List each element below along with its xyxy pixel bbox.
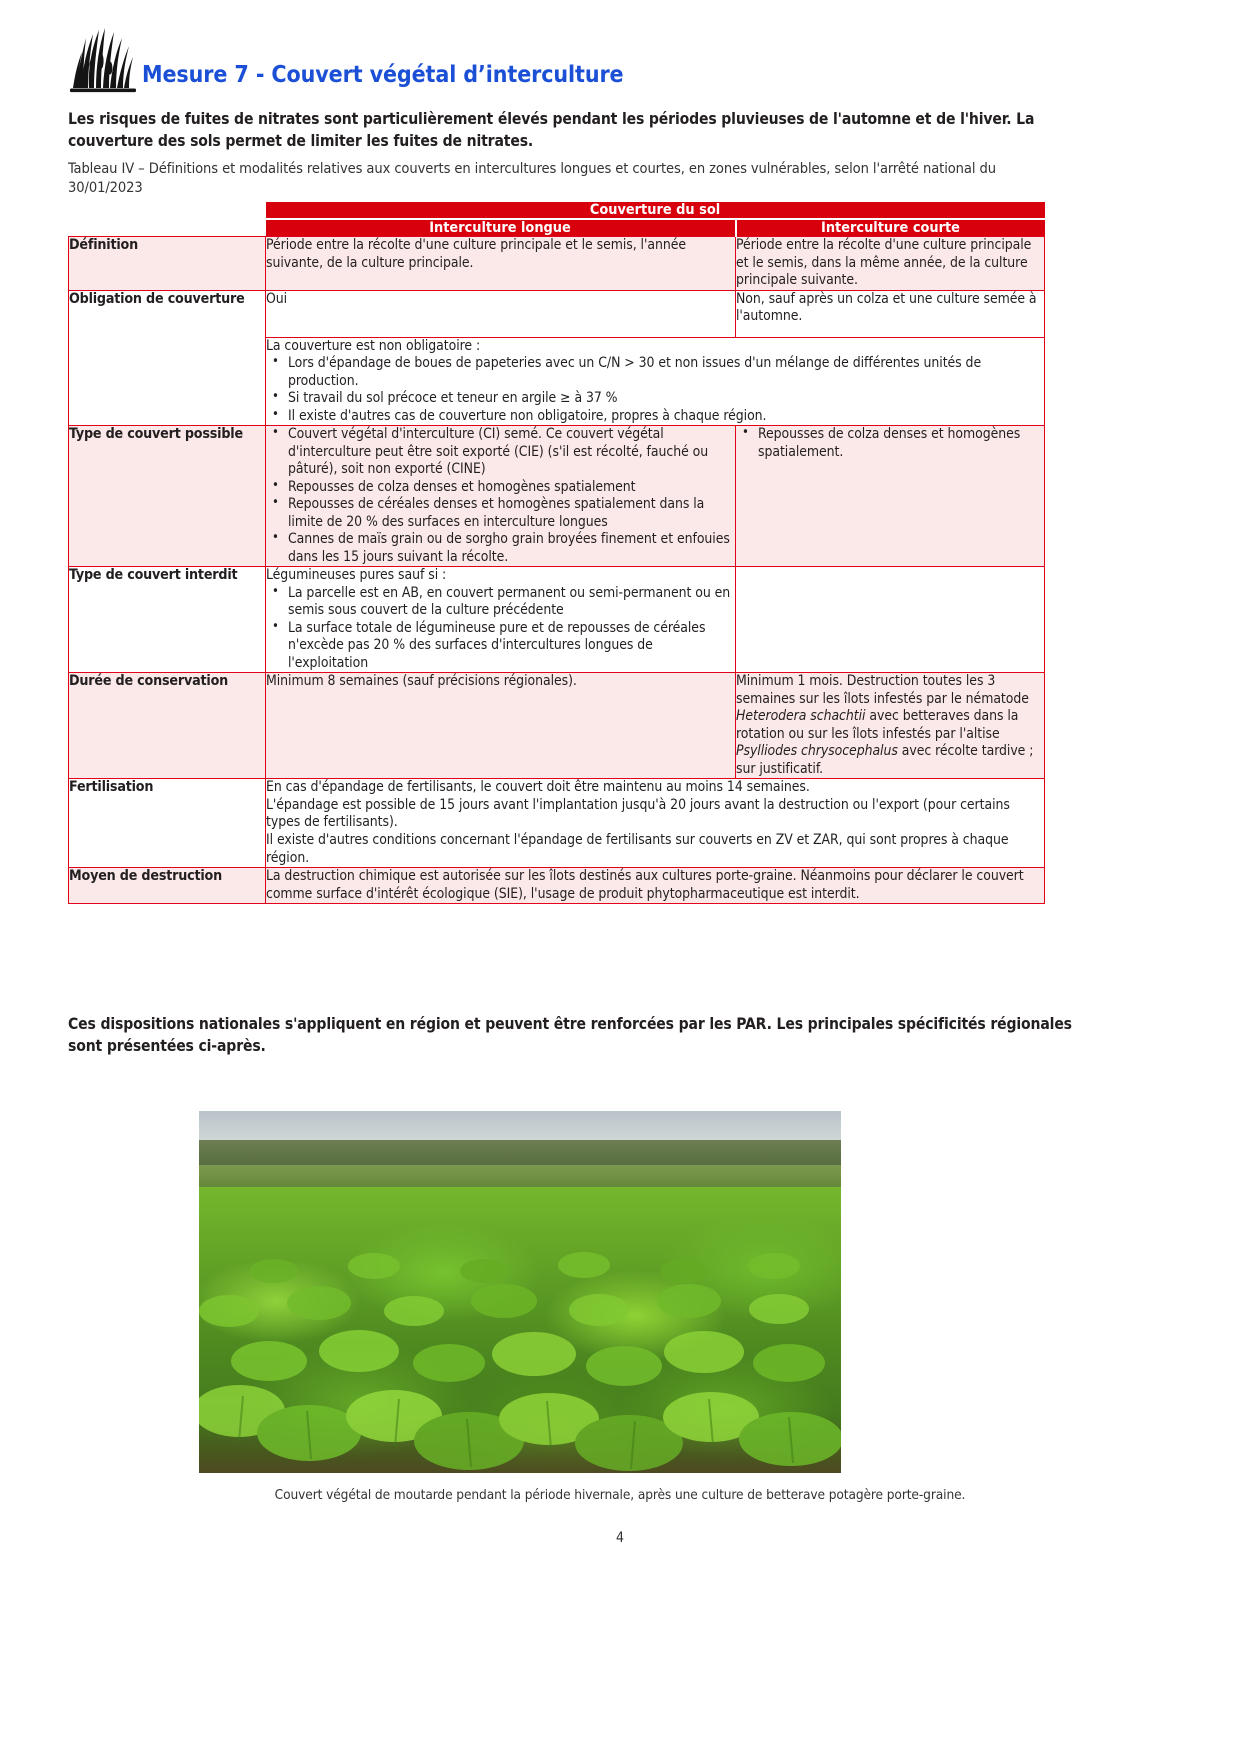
cell-duree-courte [736, 673, 1045, 779]
row-label-obligation-couverture: Obligation de couverture [69, 290, 266, 426]
page-title: Mesure 7 - Couvert végétal d’interculture [142, 62, 624, 88]
cell-rich-text [736, 673, 1044, 778]
closing-paragraph: Ces dispositions nationales s'appliquent en région et peuvent être renforcées par les PAR. Les principales spécificités régionales sont présentées ci-après. [68, 1015, 1072, 1056]
header-spacer-2 [69, 219, 266, 237]
cell-text: La destruction chimique est autorisée sur les îlots destinés aux cultures porte-graine. Néanmoins pour déclarer le couvert comme surface d'intérêt écologique (SIE), l'usage de produit phytopharmaceutique est interdit. [266, 868, 1024, 902]
page-number: 4 [615, 1530, 624, 1546]
header-spacer [69, 202, 266, 219]
cell-definition-courte [736, 237, 1045, 291]
list-item: • Cannes de maïs grain ou de sorgho grain broyées finement et enfouies dans les 15 jours suivant la récolte. [266, 531, 735, 566]
cell-text: Période entre la récolte d'une culture principale et le semis, dans la même année, de la culture principale suivante. [736, 237, 1032, 289]
intro-paragraph: Les risques de fuites de nitrates sont particulièrement élevés pendant les périodes pluvieuses de l'automne et de l'hiver. La couverture des sols permet de limiter les fuites de nitrates. [68, 110, 1035, 151]
row-label-fertilisation: Fertilisation [69, 779, 266, 868]
cell-couvert-possible-longue [266, 426, 736, 567]
cell-text: Période entre la récolte d'une culture principale et le semis, l'année suivante, de la culture principale. [266, 237, 686, 271]
cell-couvert-interdit-longue [266, 567, 736, 673]
table-caption: Tableau IV – Définitions et modalités relatives aux couverts en intercultures longues et courtes, en zones vulnérables, selon l'arrêté national du 30/01/2023 [68, 160, 996, 196]
bullet-list [266, 426, 735, 566]
bullet-list [266, 585, 735, 673]
photo-caption: Couvert végétal de moutarde pendant la période hivernale, après une culture de betterave potagère porte-graine. [274, 1487, 966, 1503]
cell-obligation-longue [266, 290, 736, 337]
cell-intro-text: Légumineuses pures sauf si : [266, 567, 447, 584]
cell-text: Il existe d'autres conditions concernant l'épandage de fertilisants sur couverts en ZV et ZAR, qui sont propres à chaque région. [266, 831, 1009, 866]
cell-text: Oui [266, 290, 288, 307]
species-name-nematode: Heterodera schachtii [736, 708, 866, 725]
list-item: • La surface totale de légumineuse pure et de repousses de céréales n'excède pas 20 % des surfaces d'intercultures longues de l'exploitation [266, 620, 735, 673]
cell-definition-longue [266, 237, 736, 291]
table-row [69, 673, 1045, 779]
cell-text: L'épandage est possible de 15 jours avant l'implantation jusqu'à 20 jours avant la destruction ou l'export (pour certains types de fertilisants). [266, 796, 1010, 831]
mustard-cover-crop-photo [199, 1111, 841, 1473]
cell-moyen-destruction [266, 868, 1045, 904]
cell-obligation-exceptions [266, 337, 1045, 426]
cell-text: Non, sauf après un colza et une culture semée à l'automne. [736, 290, 1037, 325]
cell-text: Minimum 8 semaines (sauf précisions régionales). [266, 673, 577, 690]
cell-couvert-interdit-courte [736, 567, 1045, 673]
photo-foliage-overlay [199, 1111, 841, 1473]
table-row [69, 567, 1045, 673]
text-part: Minimum 1 mois. Destruction toutes les 3 semaines sur les îlots infestés par le nématode [736, 673, 1029, 707]
row-label-type-couvert-possible: Type de couvert possible [69, 426, 266, 567]
cell-text: En cas d'épandage de fertilisants, le couvert doit être maintenu au moins 14 semaines. [266, 779, 810, 796]
coverage-table-wrapper [68, 202, 1044, 904]
table-row [69, 290, 1045, 337]
list-item: • Repousses de colza denses et homogènes spatialement. [736, 426, 1044, 461]
list-item: • Repousses de colza denses et homogènes spatialement [266, 479, 735, 497]
grass-tuft-icon [68, 26, 138, 94]
bullet-list [266, 355, 1044, 425]
list-item: • La parcelle est en AB, en couvert permanent ou semi-permanent ou en semis sous couvert de la culture précédente [266, 585, 735, 620]
cell-couvert-possible-courte [736, 426, 1045, 567]
list-item: • Il existe d'autres cas de couverture non obligatoire, propres à chaque région. [266, 408, 1044, 426]
bullet-list [736, 426, 1044, 461]
cell-fertilisation [266, 779, 1045, 868]
header-couverture-du-sol: Couverture du sol [266, 202, 1045, 219]
table-row [69, 426, 1045, 567]
text-part: avec betteraves dans la rotation ou sur les îlots infestés par l'altise [736, 708, 1019, 742]
header-interculture-courte: Interculture courte [736, 219, 1045, 237]
row-label-duree-conservation: Durée de conservation [69, 673, 266, 779]
table-row [69, 779, 1045, 868]
row-label-definition: Définition [69, 237, 266, 291]
row-label-moyen-destruction: Moyen de destruction [69, 868, 266, 904]
text-part: avec récolte tardive ; sur justificatif. [736, 743, 1034, 777]
species-name-altise: Psylliodes chrysocephalus [736, 743, 898, 760]
table-header-top-row [69, 202, 1045, 219]
coverage-table [68, 202, 1045, 904]
cell-intro-text: La couverture est non obligatoire : [266, 337, 481, 354]
table-row [69, 868, 1045, 904]
list-item: • Si travail du sol précoce et teneur en argile ≥ à 37 % [266, 390, 1044, 408]
list-item: • Repousses de céréales denses et homogènes spatialement dans la limite de 20 % des surfaces en interculture longues [266, 496, 735, 531]
list-item: • Couvert végétal d'interculture (CI) semé. Ce couvert végétal d'interculture peut être soit exporté (CIE) (s'il est récolté, fauché ou pâturé), soit non exporté (CINE) [266, 426, 735, 479]
row-label-type-couvert-interdit: Type de couvert interdit [69, 567, 266, 673]
header-interculture-longue: Interculture longue [266, 219, 736, 237]
page-header [68, 22, 1068, 94]
cell-obligation-courte [736, 290, 1045, 337]
table-row [69, 237, 1045, 291]
list-item: • Lors d'épandage de boues de papeteries avec un C/N > 30 et non issues d'un mélange de différentes unités de production. [266, 355, 1044, 390]
table-header-sub-row [69, 219, 1045, 237]
cell-duree-longue [266, 673, 736, 779]
